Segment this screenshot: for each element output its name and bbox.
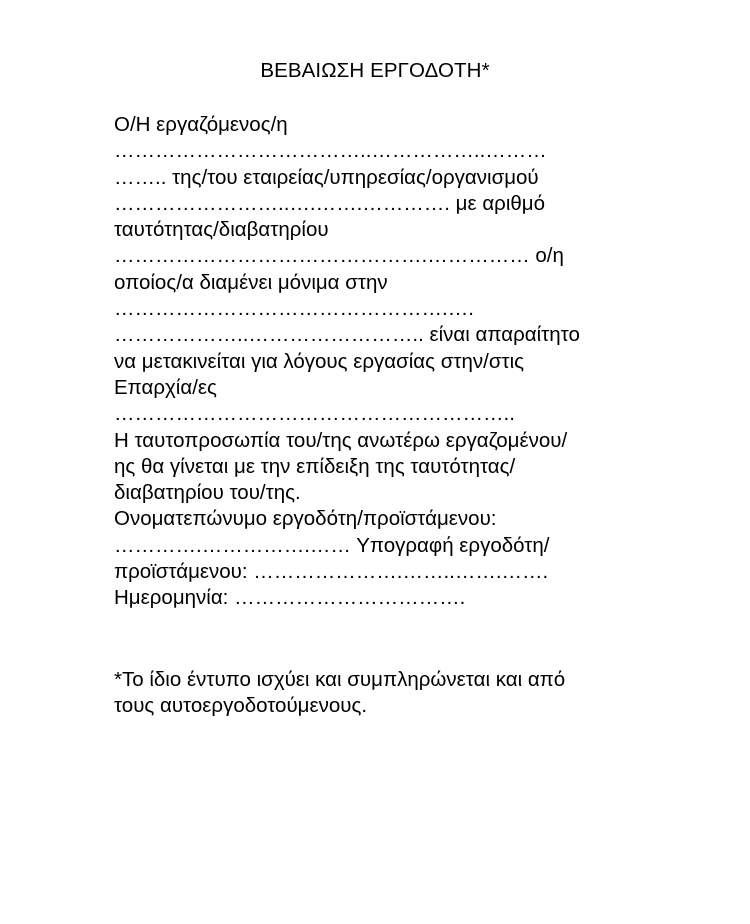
id-number-blank: ……………………………………….…………… ο/η	[114, 244, 564, 268]
residence-blank-continued: ………………..…………………….. είναι απαραίτητο	[114, 323, 580, 347]
residence-label: οποίος/α διαμένει μόνιμα στην	[114, 270, 388, 294]
identity-statement-line-2: ης θα γίνεται με την επίδειξη της ταυτότητας/	[114, 454, 516, 478]
employer-name-label: Ονοματεπώνυμο εργοδότη/προϊστάμενου:	[114, 507, 497, 531]
footnote-line-2: τους αυτοεργοδοτούμενους.	[114, 694, 368, 718]
form-body	[114, 112, 634, 612]
company-blank-id-label: ……………………..….…….…………. με αριθμό	[114, 191, 546, 215]
date-field: Ημερομηνία: …………………………….	[114, 586, 466, 610]
movement-statement: να μετακινείται για λόγους εργασίας στην/στις	[114, 349, 525, 373]
district-label: Επαρχία/ες	[114, 375, 217, 399]
footnote-line-1: *Το ίδιο έντυπο ισχύει και συμπληρώνεται και από	[114, 668, 566, 691]
employee-name-blank: ………………………………..……………..………	[114, 139, 547, 163]
signature-blank: προϊστάμενου: ………………….……..…….…….	[114, 560, 549, 584]
identity-statement-line-3: διαβατηρίου του/της.	[114, 481, 301, 505]
id-passport-label: ταυτότητας/διαβατηρίου	[114, 218, 329, 242]
footnote	[114, 667, 634, 720]
document-title: ΒΕΒΑΙΩΣΗ ΕΡΓΟΔΟΤΗ*	[260, 59, 490, 82]
residence-blank: ………………………………………….….	[114, 297, 474, 321]
identity-statement-line-1: Η ταυτοπροσωπία του/της ανωτέρω εργαζομένου/	[114, 428, 568, 452]
employer-name-blank-signature-label: ………….…………….…… Υπογραφή εργοδότη/	[114, 533, 550, 557]
employee-label: Ο/Η εργαζόμενος/η	[114, 113, 288, 136]
district-blank: …………………………………………………..	[114, 402, 515, 426]
company-label: …….. της/του εταιρείας/υπηρεσίας/οργανισμού	[114, 165, 539, 189]
